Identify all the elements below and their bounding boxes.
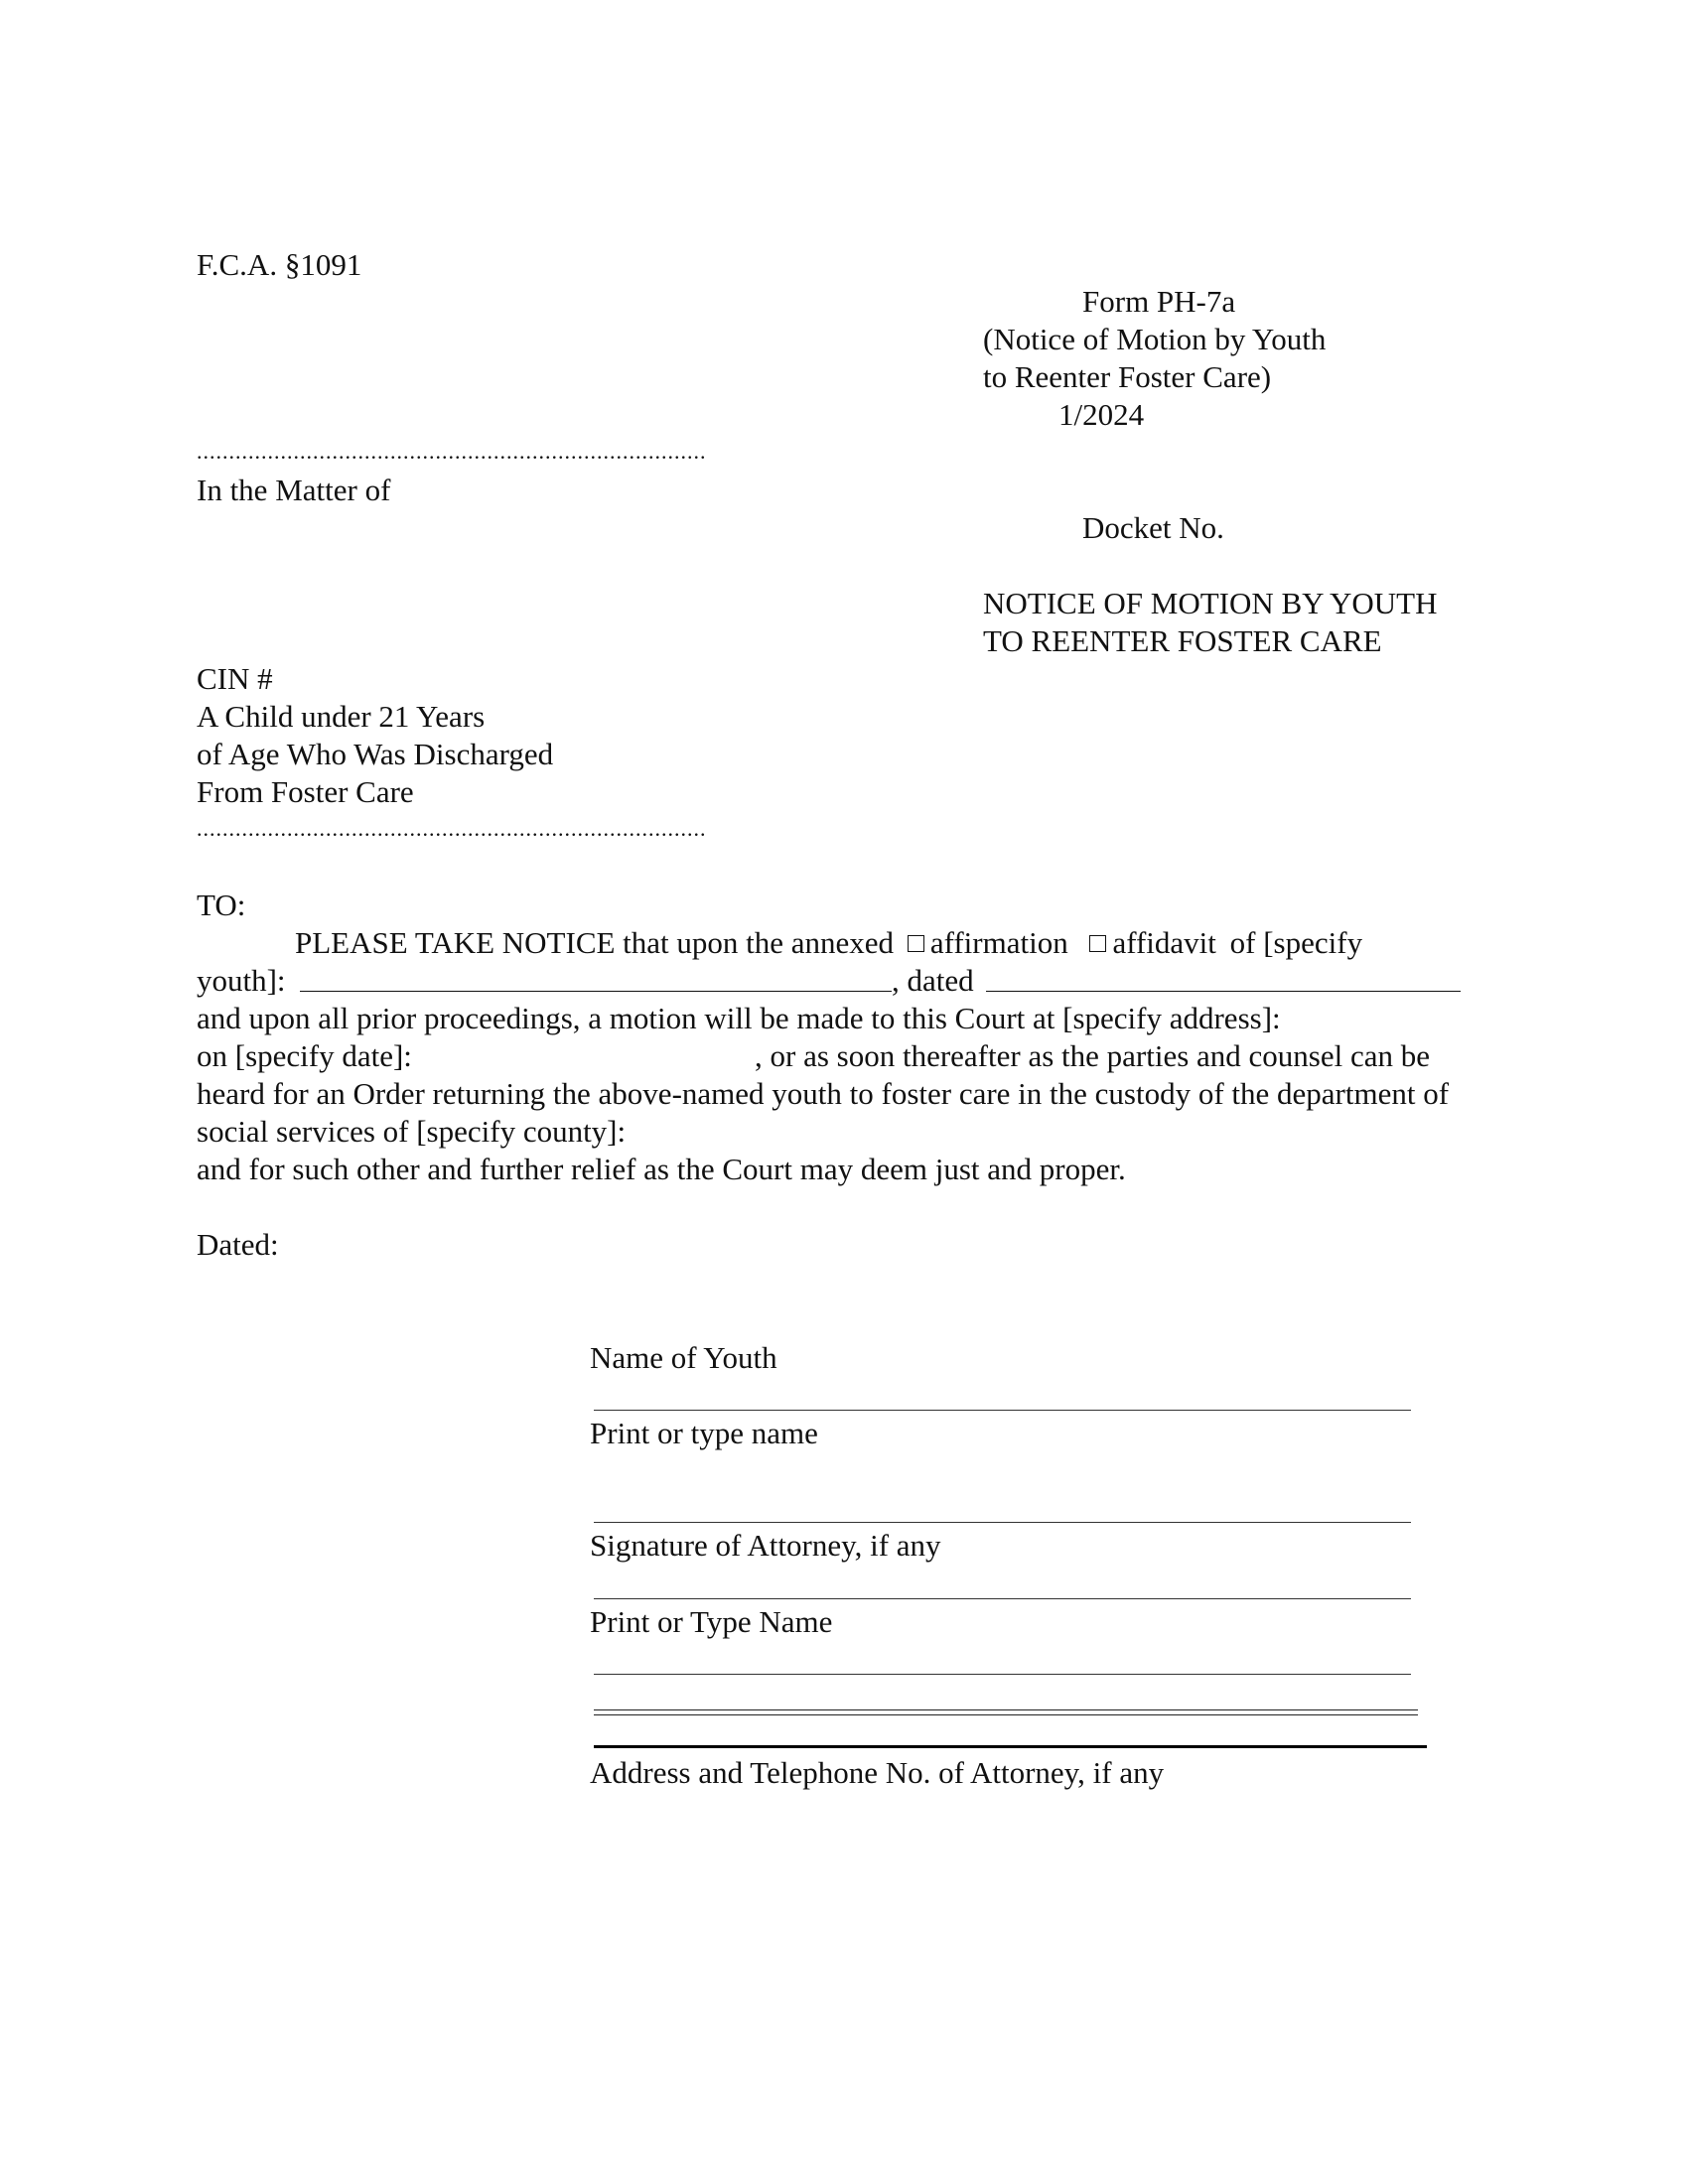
in-the-matter-of: In the Matter of <box>197 473 391 507</box>
document-title-line2: TO REENTER FOSTER CARE <box>983 623 1382 658</box>
youth-name-line[interactable] <box>594 1410 1411 1411</box>
print-type-name-label: Print or Type Name <box>590 1604 833 1639</box>
docket-label: Docket No. <box>1082 510 1224 545</box>
name-of-youth-label: Name of Youth <box>590 1340 777 1375</box>
hearing-date-label: on [specify date]: <box>197 1038 412 1073</box>
dated-label: , dated <box>892 963 974 998</box>
youth-label: youth]: <box>197 963 286 998</box>
affirmation-checkbox[interactable] <box>908 935 924 952</box>
caption-dotted-rule-bottom: ............................................................................... <box>197 822 707 841</box>
affidavit-option-label: affidavit <box>1112 925 1216 960</box>
form-title-line1: (Notice of Motion by Youth <box>983 322 1327 356</box>
notice-line6: social services of [specify county]: <box>197 1114 627 1149</box>
notice-line1-intro: PLEASE TAKE NOTICE that upon the annexed <box>295 925 895 960</box>
notice-line7: and for such other and further relief as the Court may deem just and proper. <box>197 1152 1126 1186</box>
subject-line1: A Child under 21 Years <box>197 699 486 734</box>
subject-line2: of Age Who Was Discharged <box>197 737 554 771</box>
cin-label: CIN # <box>197 661 273 696</box>
notice-line5: heard for an Order returning the above-named youth to foster care in the custody of the department of <box>197 1076 1450 1111</box>
attorney-address-line-2-double <box>594 1714 1418 1715</box>
attorney-address-line-1[interactable] <box>594 1674 1411 1675</box>
document-title-line1: NOTICE OF MOTION BY YOUTH <box>983 586 1438 620</box>
address-telephone-label: Address and Telephone No. of Attorney, if any <box>590 1755 1165 1790</box>
attorney-name-line[interactable] <box>594 1598 1411 1599</box>
caption-dotted-rule-top: ............................................................................... <box>197 445 707 464</box>
affirmation-date-field[interactable] <box>986 991 1461 992</box>
attorney-signature-line[interactable] <box>594 1522 1411 1523</box>
notice-line1 <box>295 927 1362 958</box>
notice-line4: , or as soon thereafter as the parties and counsel can be <box>755 1038 1431 1073</box>
affirmation-option-label: affirmation <box>929 925 1068 960</box>
form-number: Form PH-7a <box>1082 284 1236 319</box>
form-revision-date: 1/2024 <box>1058 397 1145 432</box>
subject-line3: From Foster Care <box>197 774 414 809</box>
statute-reference: F.C.A. §1091 <box>197 247 362 282</box>
print-name-label: Print or type name <box>590 1416 818 1450</box>
form-title-line2: to Reenter Foster Care) <box>983 359 1272 394</box>
notice-line3: and upon all prior proceedings, a motion will be made to this Court at [specify address]: <box>197 1001 1281 1035</box>
attorney-signature-label: Signature of Attorney, if any <box>590 1528 941 1563</box>
to-label: TO: <box>197 887 246 922</box>
attorney-address-line-2[interactable] <box>594 1709 1418 1710</box>
attorney-address-line-3[interactable] <box>594 1745 1427 1748</box>
notice-line1-end: of [specify <box>1229 925 1363 960</box>
affidavit-checkbox[interactable] <box>1089 935 1106 952</box>
dated-field-label: Dated: <box>197 1227 279 1262</box>
youth-name-field[interactable] <box>300 991 892 992</box>
